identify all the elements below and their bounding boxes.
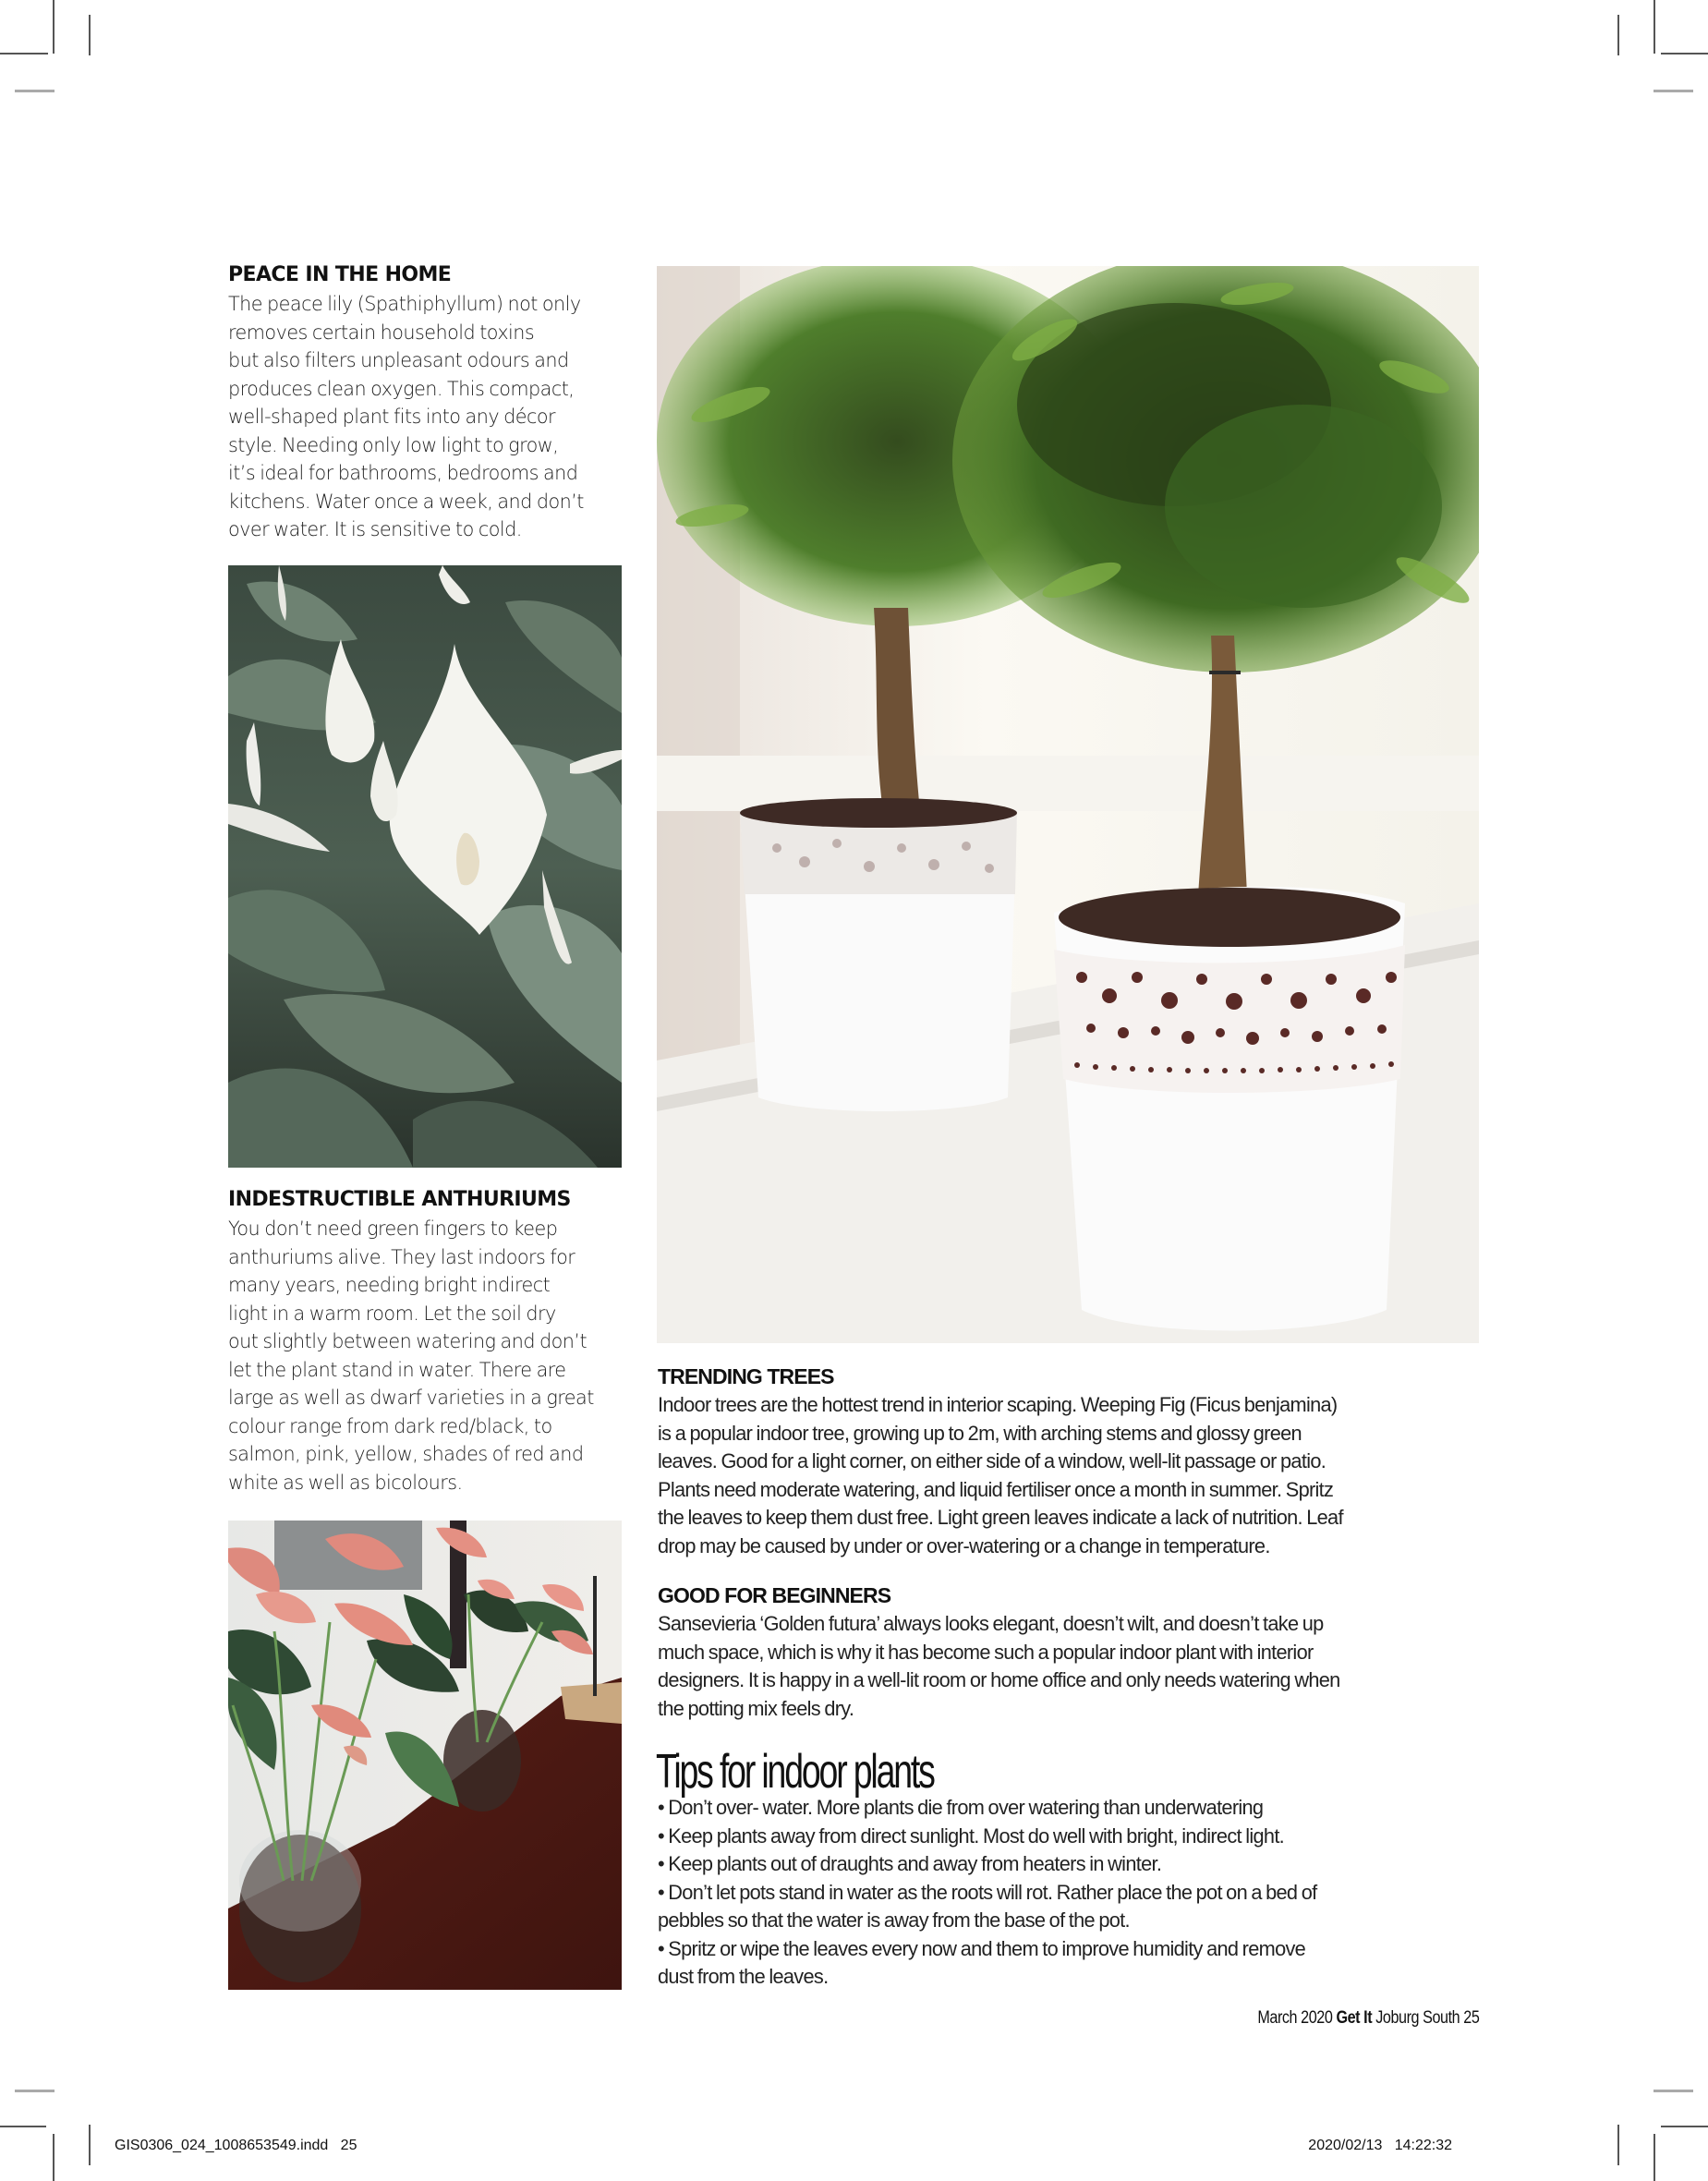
folio-edition: Joburg South — [1375, 2008, 1460, 2028]
crop-mark — [53, 2134, 55, 2181]
text-line: white as well as bicolours. — [228, 1471, 463, 1494]
text-line: the leaves to keep them dust free. Light green leaves indicate a lack of nutrition. Leaf — [658, 1506, 1343, 1529]
text-line: Plants need moderate watering, and liquid fertiliser once a month in summer. Spritz — [658, 1477, 1334, 1501]
section-body-trees — [658, 1391, 1489, 1560]
text-line: style. Needing only low light to grow, — [228, 433, 559, 456]
text-line: let the plant stand in water. There are — [228, 1358, 566, 1381]
text-line: but also filters unpleasant odours and — [228, 349, 569, 371]
text-line: is a popular indoor tree, growing up to 2m, with arching stems and glossy green — [658, 1421, 1302, 1445]
tips-item: • Spritz or wipe the leaves every now and them to improve humidity and remove — [658, 1936, 1306, 1960]
ficus-trees-photo — [657, 266, 1479, 1343]
crop-mark — [0, 2126, 46, 2127]
crop-mark — [89, 2125, 91, 2165]
text-line: The peace lily (Spathiphyllum) not only — [228, 293, 581, 315]
text-line: salmon, pink, yellow, shades of red and — [228, 1443, 584, 1465]
crop-mark — [1653, 2090, 1693, 2092]
tips-item: pebbles so that the water is away from the base of the pot. — [658, 1908, 1130, 1932]
crop-mark — [1653, 90, 1693, 92]
text-line: designers. It is happy in a well-lit room or home office and only needs watering when — [658, 1668, 1340, 1691]
section-heading-trees: TRENDING TREES — [658, 1364, 834, 1388]
section-heading-anthuriums: INDESTRUCTIBLE ANTHURIUMS — [228, 1188, 571, 1211]
section-body-peace — [228, 290, 625, 544]
tips-item: • Keep plants away from direct sunlight. Most do well with bright, indirect light. — [658, 1824, 1285, 1848]
text-line: anthuriums alive. They last indoors for — [228, 1245, 575, 1268]
crop-mark — [15, 2090, 55, 2092]
section-body-beginners — [658, 1610, 1489, 1723]
text-line: over water. It is sensitive to cold. — [228, 518, 522, 540]
slug-filename: GIS0306_024_1008653549.indd 25 — [115, 2138, 357, 2153]
text-line: Sansevieria ‘Golden futura’ always looks elegant, doesn’t wilt, and doesn’t take up — [658, 1612, 1324, 1635]
crop-mark — [1653, 0, 1655, 54]
folio-page-number: 25 — [1462, 2008, 1479, 2028]
text-line: the potting mix feels dry. — [658, 1696, 854, 1720]
text-line: many years, needing bright indirect — [228, 1274, 551, 1296]
anthurium-photo — [228, 1521, 622, 1990]
tips-title: Tips for indoor plants — [656, 1745, 934, 1799]
crop-mark — [1653, 2134, 1655, 2181]
text-line: it’s ideal for bathrooms, bedrooms and — [228, 462, 578, 484]
tips-item: • Don’t over- water. More plants die from over watering than underwatering — [658, 1796, 1264, 1819]
text-line: out slightly between watering and don’t — [228, 1330, 588, 1352]
crop-mark — [53, 0, 55, 54]
text-line: large as well as dwarf varieties in a great — [228, 1387, 594, 1409]
crop-mark — [1661, 53, 1708, 55]
text-line: well-shaped plant fits into any décor — [228, 406, 556, 428]
text-line: Indoor trees are the hottest trend in interior scaping. Weeping Fig (Ficus benjamina) — [658, 1393, 1338, 1416]
folio-date: March 2020 — [1256, 2008, 1332, 2028]
text-line: drop may be caused by under or over-watering or a change in temperature. — [658, 1533, 1270, 1557]
text-line: leaves. Good for a light corner, on either side of a window, well-lit passage or patio. — [658, 1449, 1326, 1472]
tips-item: • Don’t let pots stand in water as the roots will rot. Rather place the pot on a bed of — [658, 1880, 1317, 1904]
text-line: light in a warm room. Let the soil dry — [228, 1302, 556, 1325]
crop-mark — [1617, 15, 1619, 55]
tips-item: dust from the leaves. — [658, 1965, 829, 1988]
section-heading-peace: PEACE IN THE HOME — [228, 263, 452, 286]
tips-list — [658, 1794, 1489, 1992]
crop-mark — [0, 53, 48, 55]
text-line: removes certain household toxins — [228, 321, 535, 344]
text-line: colour range from dark red/black, to — [228, 1414, 552, 1437]
text-line: You don’t need green fingers to keep — [228, 1218, 558, 1240]
tips-item: • Keep plants out of draughts and away from heaters in winter. — [658, 1852, 1162, 1875]
section-body-anthuriums — [228, 1215, 625, 1496]
peace-lily-image — [228, 565, 622, 1168]
text-line: produces clean oxygen. This compact, — [228, 377, 575, 400]
peace-lily-photo — [228, 565, 622, 1168]
crop-mark — [89, 15, 91, 55]
crop-mark — [15, 90, 55, 92]
folio-brand: Get It — [1336, 2008, 1372, 2028]
ficus-trees-image — [657, 266, 1479, 1343]
slug-timestamp: 2020/02/13 14:22:32 — [1308, 2138, 1452, 2153]
crop-mark — [1661, 2126, 1708, 2127]
text-line: much space, which is why it has become such a popular indoor plant with interior — [658, 1640, 1314, 1664]
text-line: kitchens. Water once a week, and don’t — [228, 490, 584, 513]
page-folio — [1257, 2008, 1479, 2029]
anthurium-image — [228, 1521, 622, 1990]
crop-mark — [1617, 2125, 1619, 2165]
section-heading-beginners: GOOD FOR BEGINNERS — [658, 1583, 891, 1607]
